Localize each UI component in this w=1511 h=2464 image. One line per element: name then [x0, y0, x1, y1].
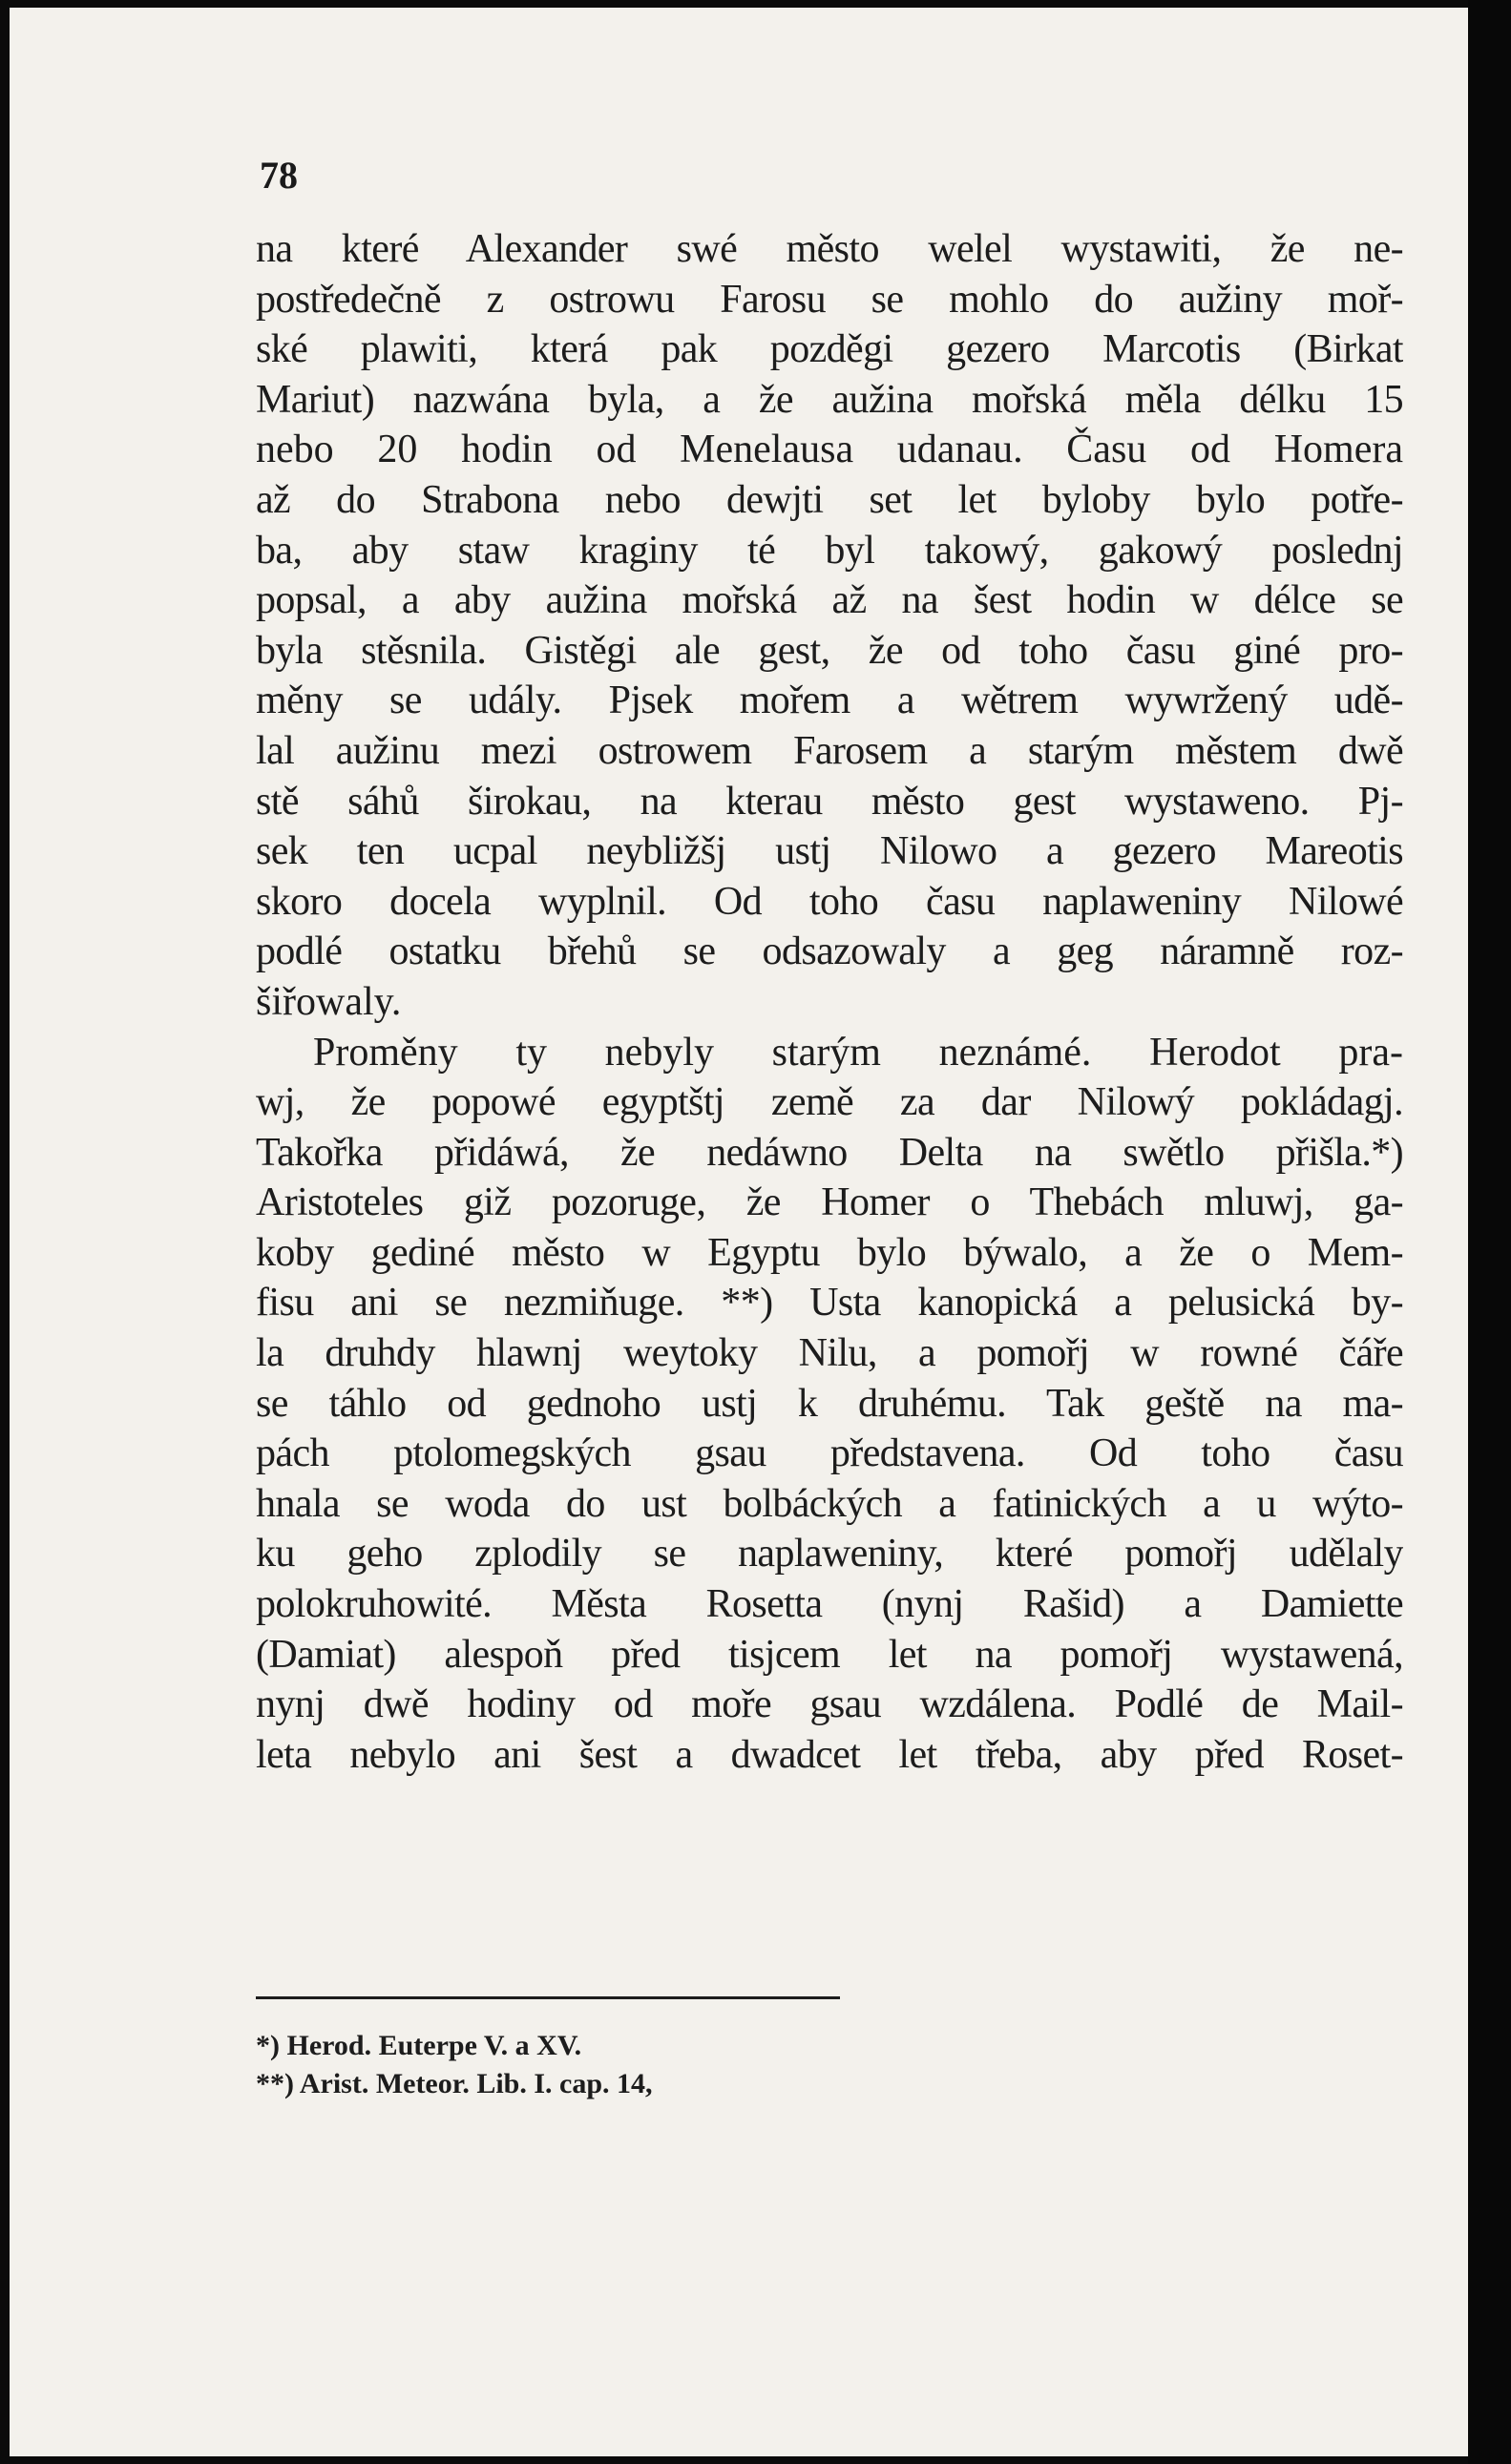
- text-line: podlé ostatku břehů se odsazowaly a geg náramně roz-: [256, 929, 1403, 974]
- text-line: polokruhowité. Města Rosetta (nynj Rašid) a Damiette: [256, 1582, 1403, 1627]
- page-number: 78: [260, 154, 298, 197]
- text-line: wj, že popowé egyptštj země za dar Nilowý pokládagj.: [256, 1080, 1403, 1125]
- text-line: Aristoteles giž pozoruge, že Homer o Thebách mluwj, ga-: [256, 1180, 1403, 1225]
- text-line: lal aužinu mezi ostrowem Farosem a starým městem dwě: [256, 728, 1403, 773]
- text-line: popsal, a aby aužina mořská až na šest hodin w délce se: [256, 578, 1403, 623]
- body-text: [256, 224, 1403, 1780]
- text-line: koby gediné město w Egyptu bylo býwalo, a že o Mem-: [256, 1230, 1403, 1275]
- footnote-2: **) Arist. Meteor. Lib. I. cap. 14,: [256, 2068, 653, 2099]
- text-line: ské plawiti, která pak pozděgi gezero Marcotis (Birkat: [256, 327, 1403, 372]
- text-line: byla stěsnila. Gistěgi ale gest, že od toho času giné pro-: [256, 628, 1403, 673]
- text-line: šiřowaly.: [256, 979, 402, 1024]
- text-line: skoro docela wyplnil. Od toho času naplaweniny Nilowé: [256, 879, 1403, 924]
- text-line: la druhdy hlawnj weytoky Nilu, a pomořj w rowné čáře: [256, 1331, 1403, 1376]
- footnotes: [256, 2027, 653, 2103]
- text-line: ba, aby staw kraginy té byl takowý, gakowý poslednj: [256, 528, 1403, 573]
- text-line: pách ptolomegských gsau představena. Od toho času: [256, 1431, 1403, 1476]
- footnote-divider: [256, 1996, 840, 1999]
- text-line: se táhlo od gednoho ustj k druhému. Tak geště na ma-: [256, 1381, 1403, 1426]
- text-line: měny se udály. Pjsek mořem a wětrem wywržený udě-: [256, 679, 1403, 723]
- text-line: sek ten ucpal neybližšj ustj Nilowo a gezero Mareotis: [256, 829, 1403, 874]
- text-line: Takořka přidáwá, že nedáwno Delta na swětlo přišla.*): [256, 1130, 1403, 1175]
- paragraph-1: [256, 224, 1403, 1028]
- text-line: leta nebylo ani šest a dwadcet let třeba, aby před Roset-: [256, 1732, 1403, 1777]
- text-line: nynj dwě hodiny od moře gsau wzdálena. Podlé de Mail-: [256, 1682, 1403, 1727]
- text-line: stě sáhů širokau, na kterau město gest wystaweno. Pj-: [256, 779, 1403, 824]
- scan-border: [1468, 0, 1511, 2464]
- text-line: ku geho zplodily se naplaweniny, které pomořj udělaly: [256, 1532, 1403, 1577]
- footnote-1: *) Herod. Euterpe V. a XV.: [256, 2030, 582, 2061]
- text-line: až do Strabona nebo dewjti set let byloby bylo potře-: [256, 477, 1403, 522]
- text-line: fisu ani se nezmiňuge. **) Usta kanopická a pelusická by-: [256, 1281, 1403, 1326]
- text-line: Mariut) nazwána byla, a že aužina mořská měla délku 15: [256, 377, 1403, 422]
- text-line: nebo 20 hodin od Menelausa udanau. Času od Homera: [256, 428, 1403, 472]
- text-line: postředečně z ostrowu Farosu se mohlo do aužiny moř-: [256, 277, 1403, 322]
- text-line: (Damiat) alespoň před tisjcem let na pomořj wystawená,: [256, 1632, 1403, 1677]
- paragraph-2: [256, 1028, 1403, 1781]
- text-line: hnala se woda do ust bolbáckých a fatinických a u wýto-: [256, 1481, 1403, 1526]
- text-line: na které Alexander swé město welel wystawiti, že ne-: [256, 227, 1403, 271]
- text-line: Proměny ty nebyly starým neznámé. Herodot pra-: [313, 1030, 1403, 1075]
